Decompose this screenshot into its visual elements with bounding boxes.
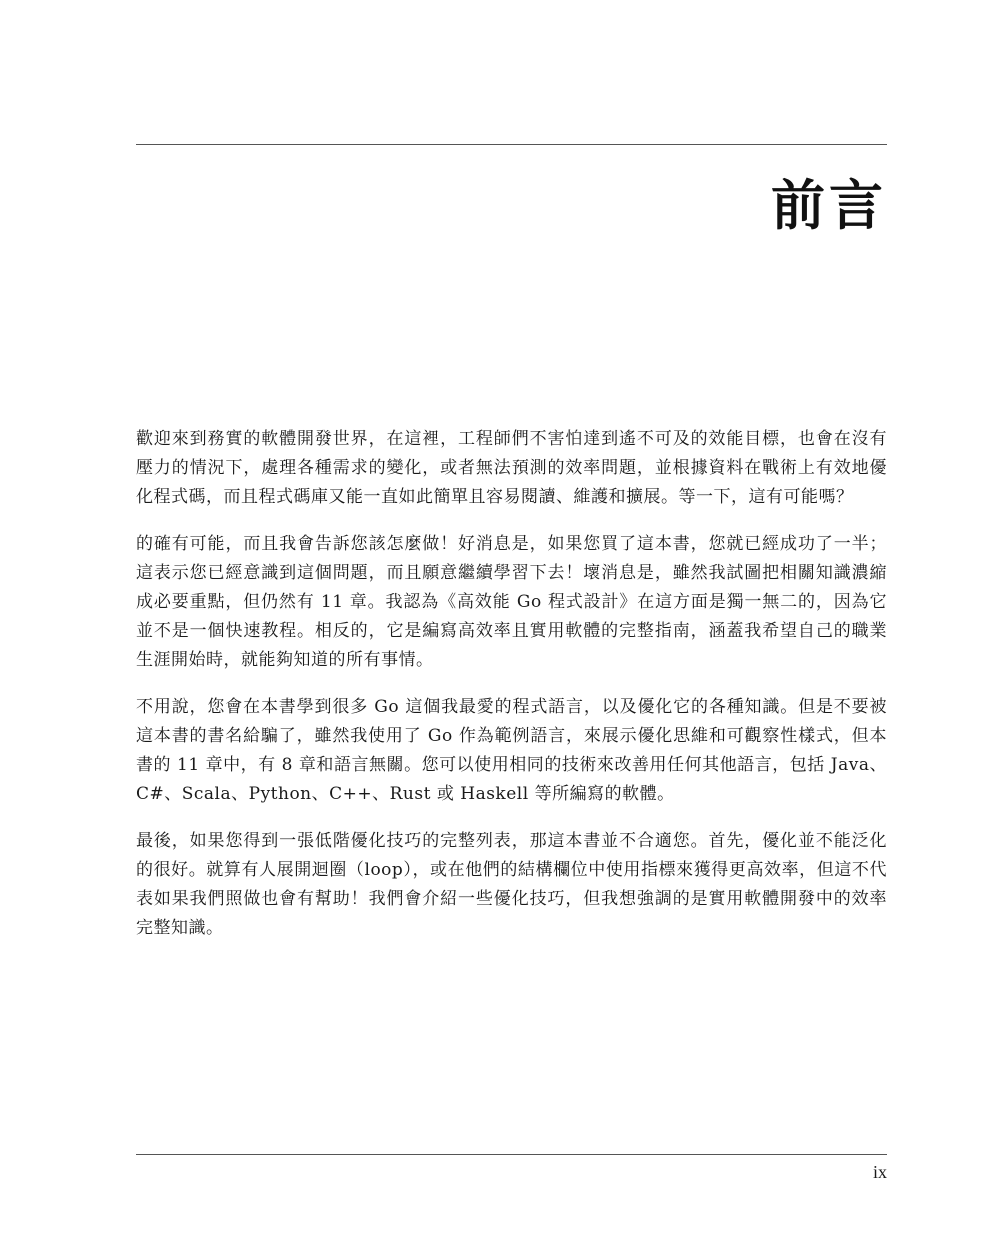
top-rule bbox=[136, 144, 887, 145]
page-number: ix bbox=[872, 1162, 887, 1182]
bottom-rule bbox=[136, 1154, 887, 1155]
paragraph-optimization: 最後，如果您得到一張低階優化技巧的完整列表，那這本書並不合適您。首先，優化並不能泛化的很好。就算有人展開迴圈（loop），或在他們的結構欄位中使用指標來獲得更高效率，但這不代表如果我們照做也會有幫助！我們會介紹一些優化技巧，但我想強調的是實用軟體開發中的效率完整知識。 bbox=[136, 831, 887, 938]
paragraph-intro: 歡迎來到務實的軟體開發世界，在這裡，工程師們不害怕達到遙不可及的效能目標，也會在沒有壓力的情況下，處理各種需求的變化，或者無法預測的效率問題，並根據資料在戰術上有效地優化程式碼，而且程式碼庫又能一直如此簡單且容易閱讀、維護和擴展。等一下，這有可能嗎？ bbox=[136, 429, 887, 507]
paragraph-language: 不用說，您會在本書學到很多 Go 這個我最愛的程式語言，以及優化它的各種知識。但是不要被這本書的書名給騙了，雖然我使用了 Go 作為範例語言，來展示優化思維和可觀察性樣式，但本書的 11 章中，有 8 章和語言無關。您可以使用相同的技術來改善用任何其他語言，包括 Java、C#、Scala、Python、C++、Rust 或 Haskell 等所編寫的軟體。 bbox=[136, 697, 887, 804]
body-text bbox=[136, 425, 887, 961]
paragraph-possible: 的確有可能，而且我會告訴您該怎麼做！好消息是，如果您買了這本書，您就已經成功了一半；這表示您已經意識到這個問題，而且願意繼續學習下去！壞消息是，雖然我試圖把相關知識濃縮成必要重點，但仍然有 11 章。我認為《高效能 Go 程式設計》在這方面是獨一無二的，因為它並不是一個快速教程。相反的，它是編寫高效率且實用軟體的完整指南，涵蓋我希望自己的職業生涯開始時，就能夠知道的所有事情。 bbox=[136, 534, 887, 670]
chapter-title: 前言 bbox=[771, 174, 887, 237]
